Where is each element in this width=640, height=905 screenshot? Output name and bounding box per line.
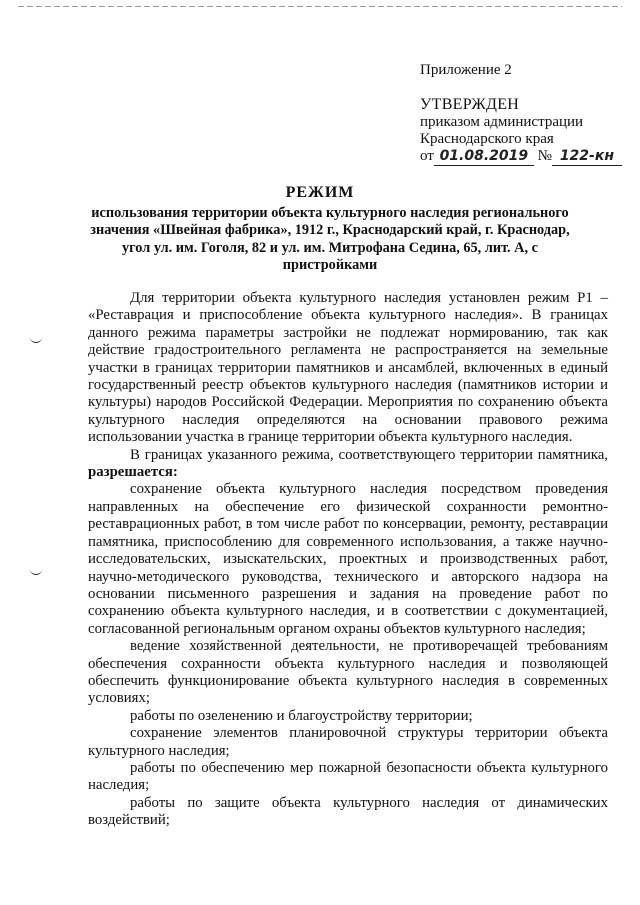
handwritten-date: 01.08.2019 [439,148,529,164]
approval-block [420,96,583,148]
paragraph-permitted-header [88,447,608,482]
list-item-dynamic-protection: работы по защите объекта культурного наследия от динамических воздействий; [88,794,608,829]
permitted-intro: В границах указанного режима, соответствующего территории памятника, [130,446,608,463]
document-body [88,290,608,830]
approved-heading: УТВЕРЖДЕН [420,96,520,113]
list-item-planning: сохранение элементов планировочной структуры территории объекта культурного наследия; [88,725,608,759]
appendix-label: Приложение 2 [420,62,512,78]
list-item-landscaping: работы по озеленению и благоустройству территории; [130,707,473,724]
list-item-economic: ведение хозяйственной деятельности, не противоречащей требованиям обеспечения сохранности объекта культурного наследия и позволяющей обеспечить функционирование объекта культурного наследия в современных условиях; [88,638,608,707]
margin-hole-mark [30,336,42,343]
document-title: РЕЖИМ [285,184,355,201]
permitted-label: разрешается: [88,464,178,481]
list-item-fire-safety: работы по обеспечению мер пожарной безопасности объекта культурного наследия; [88,759,608,794]
paragraph-regime: Для территории объекта культурного наследия установлен режим Р1 – «Реставрация и приспособление объекта культурного наследия». В границах данного режима параметры застройки не подлежат нормированию, так как действие градостроительного регламента не распространяется на земельные участки в границах территории памятников и ансамблей, включенных в единый государственный реестр объектов культурного наследия (памятников истории и культуры) народов Российской Федерации. Мероприятия по сохранению объекта культурного наследия определяются на основании правового режима использовании участка в границе территории объекта культурного наследия. [88,290,608,446]
approval-line-2: Краснодарского края [420,131,554,147]
handwritten-number: 122-кн [559,148,615,164]
order-date-number [420,148,622,166]
date-prefix: от [420,148,434,164]
document-subtitle: использования территории объекта культурного наследия регионального значения «Швейная фабрика», 1912 г., Краснодарский край, г. Краснодар, угол ул. им. Гоголя, 82 и ул. им. Митрофана Седина, 65, лит. А, с пристройками [90,205,570,274]
number-prefix: № [537,148,552,164]
approval-line-1: приказом администрации [420,114,584,130]
top-border-rule [18,6,622,7]
list-item-preservation: сохранение объекта культурного наследия посредством проведения направленных на обеспечение его физической сохранности ремонтно-реставрационных работ, в том числе работ по консервации, ремонту, реставрации памятника, приспособлению для современного использования, а также научно-исследовательских, изыскательских, проектных и производственных работ, научно-методического руководства, технического и авторского надзора на основании письменного разрешения и задания на проведение работ по сохранению объекта культурного наследия, и в соответствии с документацией, согласованной региональным органом охраны объектов культурного наследия; [88,481,608,637]
margin-hole-mark [30,568,42,575]
